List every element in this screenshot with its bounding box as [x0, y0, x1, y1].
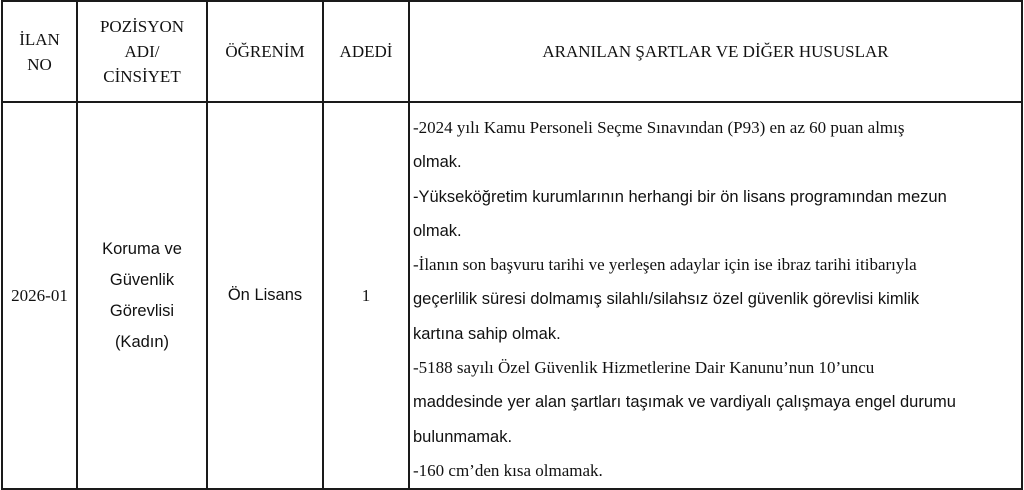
header-pozisyon-line: ADI/	[124, 42, 160, 61]
header-sartlar: ARANILAN ŞARTLAR VE DİĞER HUSUSLAR	[409, 1, 1022, 102]
requirement-line: olmak.	[413, 153, 462, 172]
requirement-line: -İlanın son başvuru tarihi ve yerleşen adaylar için ise ibraz tarihi itibarıyla	[413, 255, 917, 275]
requirement-line: -Yükseköğretim kurumlarının herhangi bir ön lisans programından mezun	[413, 187, 947, 206]
header-adedi: ADEDİ	[323, 1, 409, 102]
header-pozisyon	[77, 1, 207, 102]
requirement-line: -5188 sayılı Özel Güvenlik Hizmetlerine Dair Kanunu’nun 10’uncu	[413, 358, 875, 378]
pozisyon-line: Koruma ve	[102, 239, 182, 258]
cell-ilan-no: 2026-01	[2, 102, 77, 489]
pozisyon-line: Güvenlik	[109, 270, 175, 289]
cell-adedi: 1	[323, 102, 409, 489]
header-pozisyon-line: POZİSYON	[99, 17, 185, 36]
pozisyon-line: (Kadın)	[114, 332, 170, 351]
table-row	[2, 102, 1022, 489]
header-pozisyon-line: CİNSİYET	[103, 67, 181, 86]
header-ilan-no-line: İLAN	[19, 29, 60, 49]
cell-ogrenim: Ön Lisans	[207, 102, 323, 489]
header-ilan-no	[2, 1, 77, 102]
job-listing-table	[1, 0, 1023, 490]
cell-pozisyon	[77, 102, 207, 489]
requirement-line: geçerlilik süresi dolmamış silahlı/silahsız özel güvenlik görevlisi kimlik	[413, 290, 920, 309]
requirement-line: -160 cm’den kısa olmamak.	[413, 460, 603, 480]
header-row	[2, 1, 1022, 102]
header-ilan-no-line: NO	[27, 54, 52, 74]
requirement-line: maddesinde yer alan şartları taşımak ve vardiyalı çalışmaya engel durumu	[413, 393, 956, 412]
requirement-line: -2024 yılı Kamu Personeli Seçme Sınavından (P93) en az 60 puan almış	[413, 118, 905, 137]
requirement-line: kartına sahip olmak.	[413, 324, 561, 343]
pozisyon-line: Görevlisi	[109, 301, 175, 320]
requirement-line: olmak.	[413, 221, 462, 240]
requirement-line: bulunmamak.	[413, 427, 513, 446]
cell-sartlar	[409, 102, 1022, 489]
header-ogrenim: ÖĞRENİM	[207, 1, 323, 102]
